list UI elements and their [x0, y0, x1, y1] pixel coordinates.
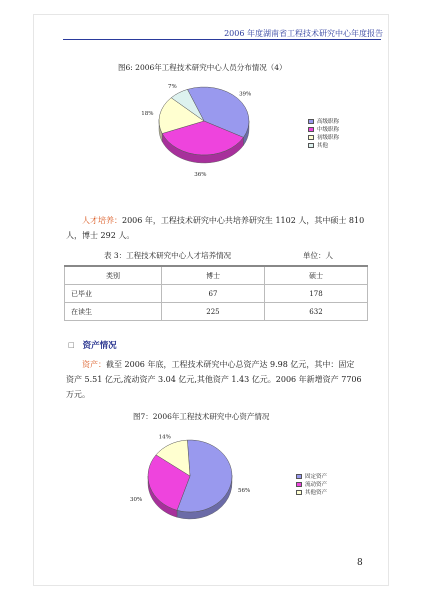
legend-label: 流动资产	[305, 482, 328, 488]
legend-item	[296, 480, 327, 488]
legend-label: 高级职称	[317, 119, 340, 125]
legend-item	[308, 133, 339, 141]
talent-label: 人才培养	[82, 216, 114, 225]
page-number: 8	[357, 558, 363, 568]
legend-item	[308, 117, 339, 125]
talent-text-line2: 人，博士 292 人。	[66, 231, 135, 240]
table-cell-label: 在读生	[65, 303, 162, 321]
table-cell-master: 178	[264, 285, 367, 303]
section-bullet-icon: □	[68, 341, 75, 349]
assets-paragraph	[66, 357, 366, 402]
talent-paragraph	[66, 213, 366, 243]
legend-item	[296, 488, 327, 496]
assets-text-line3: 万元。	[66, 390, 90, 399]
table-row	[65, 303, 368, 321]
table3-caption: 表 3：工程技术研究中心人才培养情况	[104, 251, 232, 260]
table-header-master: 硕士	[264, 266, 367, 285]
legend-swatch	[296, 474, 302, 479]
legend-swatch	[308, 143, 314, 148]
assets-label: 资产	[82, 360, 98, 369]
legend-label: 初级职称	[317, 135, 340, 141]
table-header-phd: 博士	[161, 266, 264, 285]
talent-colon: ：	[114, 216, 122, 225]
table-cell-label: 已毕业	[65, 285, 162, 303]
figure7-pie-chart	[128, 430, 268, 535]
pie-value-label: 7%	[168, 83, 177, 90]
pie-value-label: 56%	[238, 487, 251, 494]
table-cell-phd: 67	[161, 285, 264, 303]
legend-item	[308, 125, 339, 133]
table-cell-phd: 225	[161, 303, 264, 321]
legend-swatch	[296, 490, 302, 495]
table-header-row	[65, 266, 368, 285]
pie-value-label: 36%	[194, 172, 207, 179]
figure7-legend	[296, 472, 327, 496]
assets-text-line2: 资产 5.51 亿元,流动资产 3.04 亿元,其他资产 1.43 亿元。2006 年新增资产 7706	[66, 375, 362, 384]
legend-label: 其他	[317, 143, 329, 149]
assets-section-title	[68, 339, 117, 351]
running-header: 2006 年度湖南省工程技术研究中心年度报告	[224, 29, 383, 38]
figure6-caption: 图6: 2006年工程技术研究中心人员分布情况（4）	[118, 63, 287, 72]
figure7-caption: 图7：2006年工程技术研究中心资产情况	[133, 412, 270, 421]
assets-section-heading: 资产情况	[82, 341, 117, 351]
talent-table	[64, 265, 368, 321]
assets-colon: ：	[98, 360, 106, 369]
table-header-category: 类别	[65, 266, 162, 285]
legend-swatch	[308, 135, 314, 140]
figure6-pie-chart	[140, 75, 270, 185]
legend-swatch	[296, 482, 302, 487]
pie-value-label: 30%	[129, 497, 143, 504]
legend-label: 中级职称	[317, 127, 340, 133]
legend-item	[296, 472, 327, 480]
pie-value-label: 39%	[239, 91, 252, 98]
assets-text-line1: 截至 2006 年底，工程技术研究中心总资产达 9.98 亿元，其中：固定	[106, 360, 355, 369]
legend-swatch	[308, 119, 314, 124]
header-rule	[63, 39, 381, 40]
table-cell-master: 632	[264, 303, 367, 321]
legend-label: 固定资产	[305, 474, 328, 480]
talent-text-line1: 2006 年，工程技术研究中心共培养研究生 1102 人，其中硕士 810	[122, 216, 365, 225]
table-row	[65, 285, 368, 303]
figure6-legend	[308, 117, 339, 149]
legend-swatch	[308, 127, 314, 132]
pie-value-label: 14%	[158, 434, 171, 441]
legend-item	[308, 141, 339, 149]
legend-label: 其他资产	[305, 490, 328, 496]
pie-value-label: 18%	[141, 110, 154, 117]
table3-unit: 单位：人	[303, 251, 333, 260]
